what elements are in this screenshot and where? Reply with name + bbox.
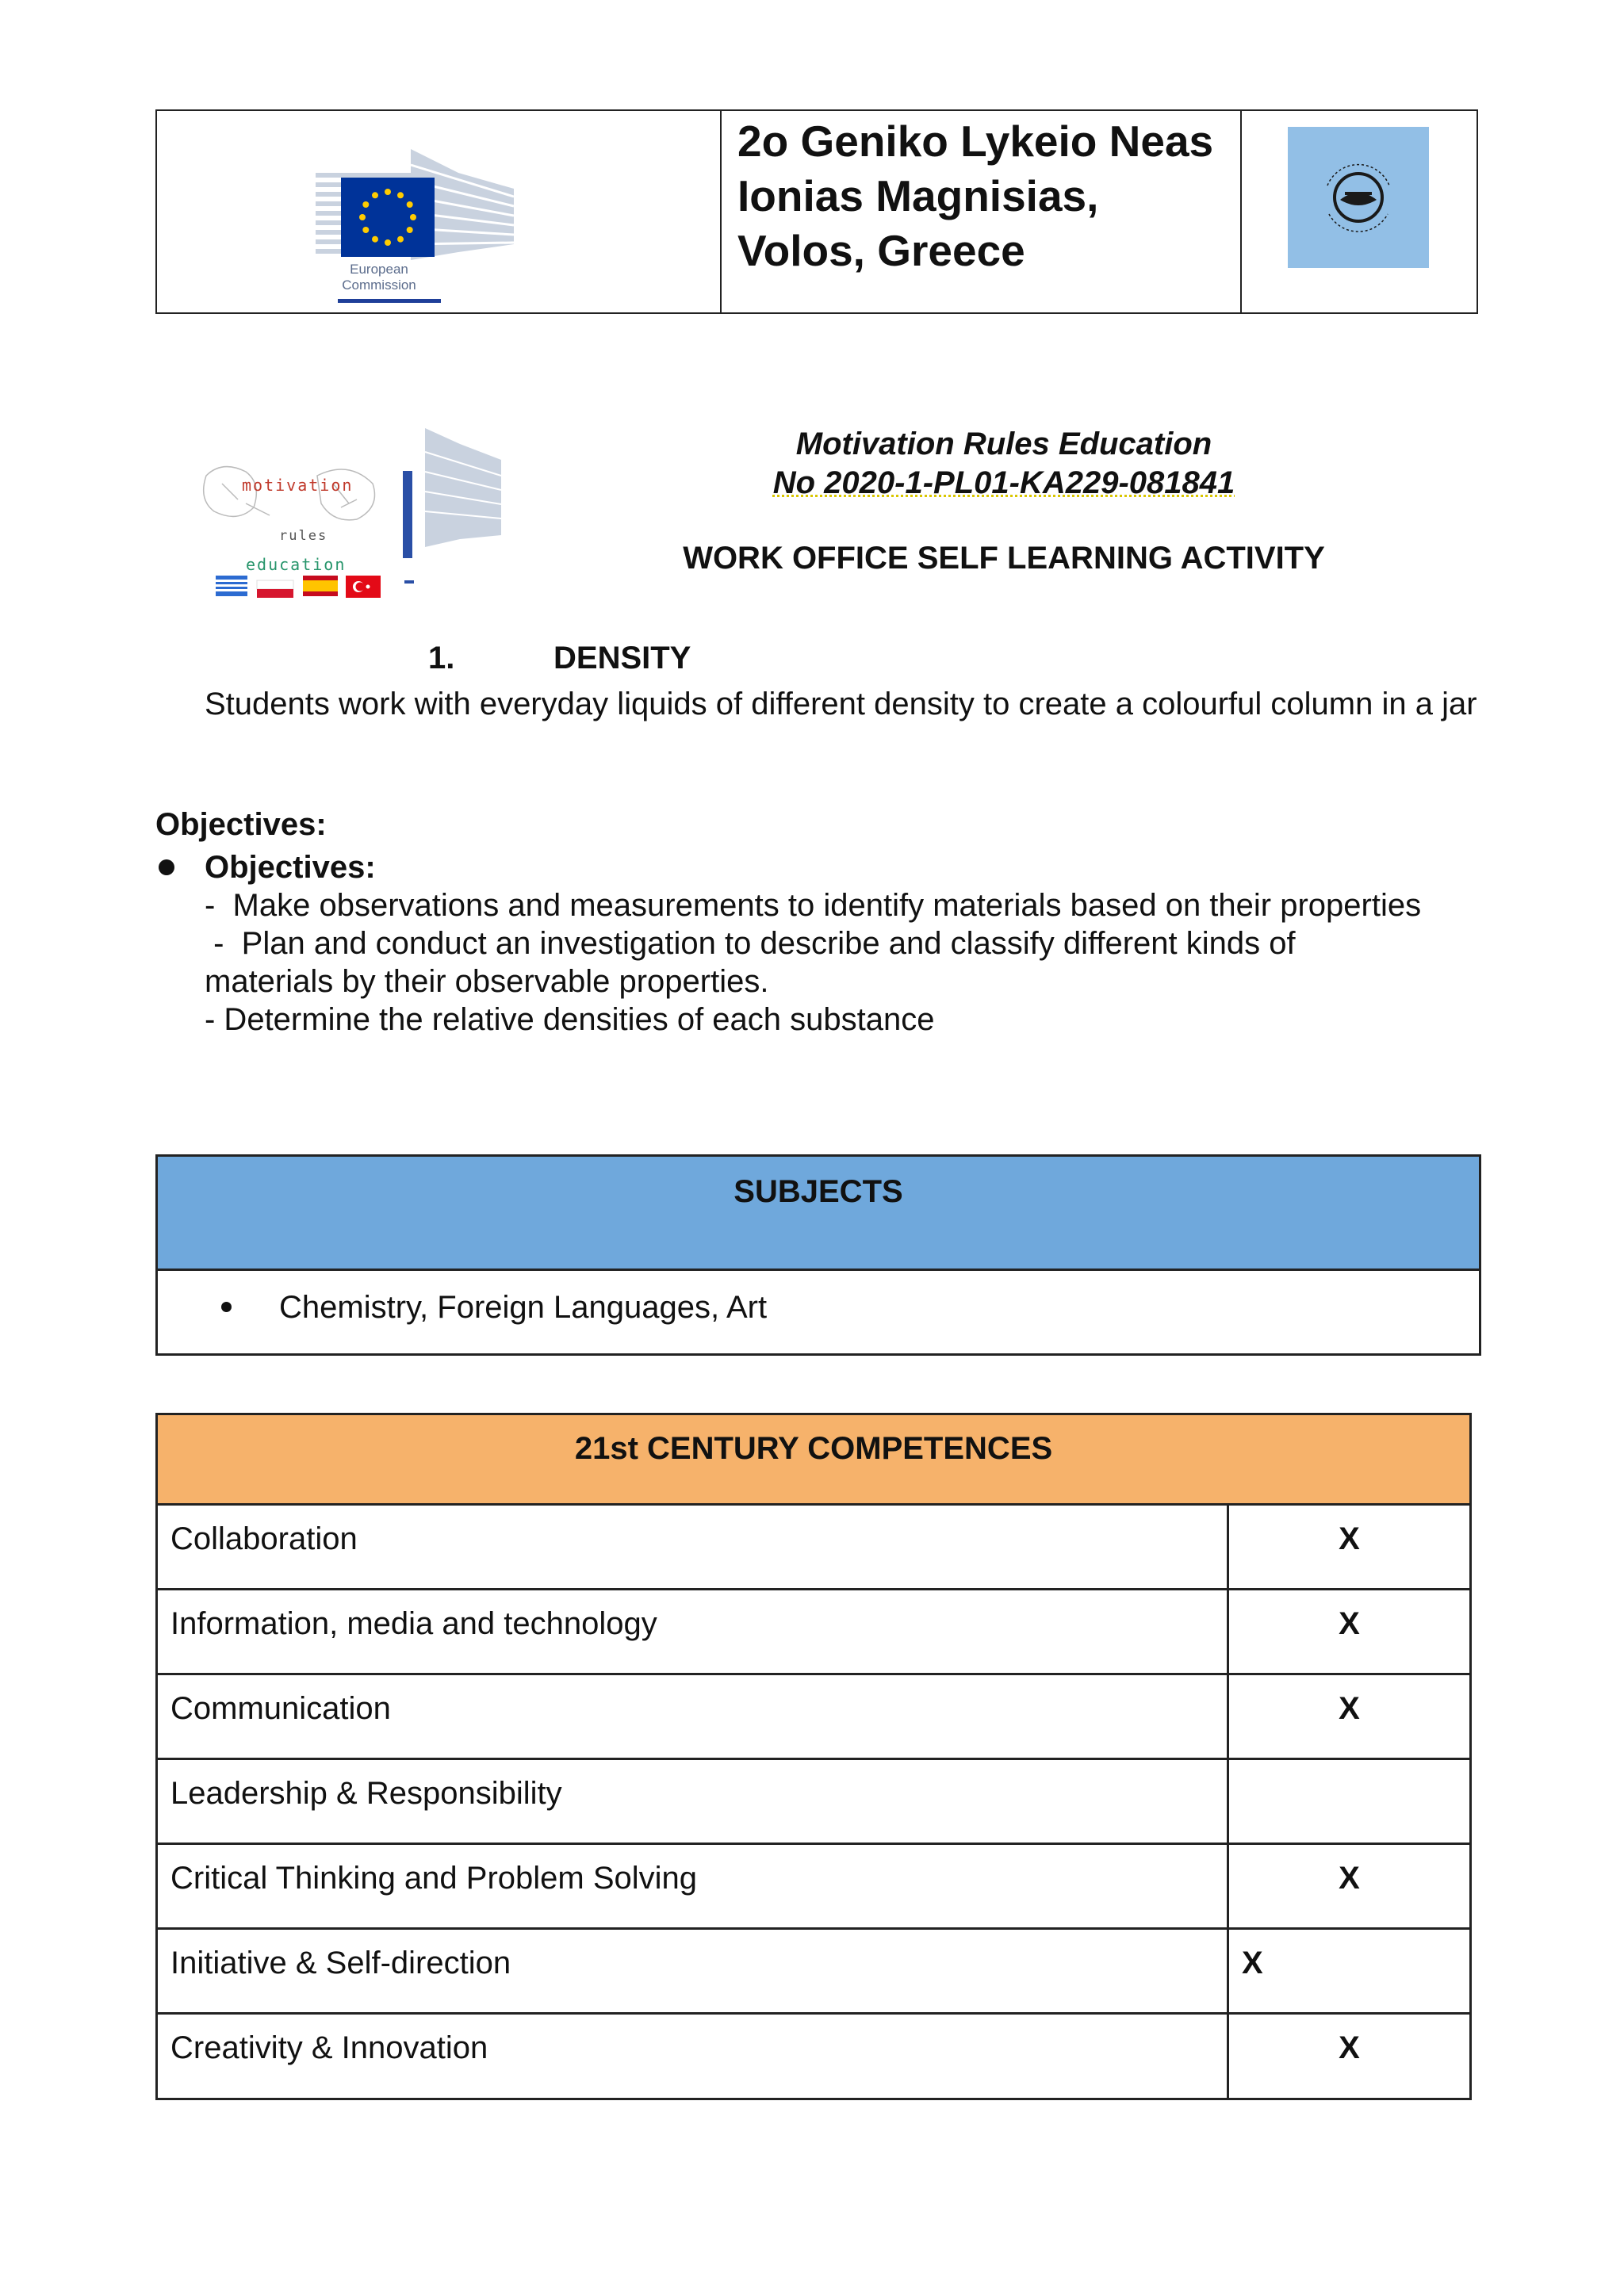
competence-name: Communication bbox=[158, 1675, 1229, 1758]
table-row bbox=[158, 1845, 1469, 1930]
eu-star-icon bbox=[359, 214, 366, 220]
section-heading bbox=[428, 641, 691, 676]
school-logo bbox=[1288, 127, 1429, 268]
competence-name: Creativity & Innovation bbox=[158, 2015, 1229, 2098]
competences-header: 21st CENTURY COMPETENCES bbox=[158, 1415, 1469, 1506]
eu-star-icon bbox=[362, 227, 369, 233]
objective-item: - Determine the relative densities of each substance bbox=[205, 1002, 935, 1037]
table-row bbox=[158, 1760, 1469, 1845]
eu-star-icon bbox=[407, 201, 413, 208]
subjects-table bbox=[155, 1154, 1481, 1356]
eu-star-icon bbox=[407, 227, 413, 233]
eu-logo-underline bbox=[338, 299, 441, 303]
competence-mark: X bbox=[1339, 1861, 1360, 1896]
project-logo-graphic bbox=[190, 428, 508, 610]
bullet-icon bbox=[221, 1302, 232, 1312]
subjects-list: Chemistry, Foreign Languages, Art bbox=[279, 1290, 768, 1325]
project-logo bbox=[190, 428, 508, 610]
section-title: DENSITY bbox=[553, 641, 691, 675]
competence-mark: X bbox=[1339, 2030, 1360, 2065]
section-description: Students work with everyday liquids of different density to create a colourful column in a jar bbox=[205, 687, 1477, 721]
competence-mark: X bbox=[1339, 1691, 1360, 1726]
poland-flag-icon bbox=[257, 580, 293, 598]
objective-item: - Plan and conduct an investigation to describe and classify different kinds of bbox=[205, 926, 1296, 961]
competences-table bbox=[155, 1413, 1472, 2100]
table-row bbox=[158, 1930, 1469, 2015]
competence-name: Information, media and technology bbox=[158, 1590, 1229, 1673]
competence-name: Initiative & Self-direction bbox=[158, 1930, 1229, 2012]
project-title-block bbox=[663, 425, 1345, 503]
logo-word-rules: rules bbox=[279, 528, 328, 544]
eu-star-icon bbox=[372, 236, 378, 243]
eu-star-icon bbox=[372, 192, 378, 198]
project-title: Motivation Rules Education bbox=[795, 427, 1212, 461]
section-number: 1. bbox=[428, 641, 455, 675]
bullet-icon bbox=[159, 859, 174, 875]
eu-star-icon bbox=[385, 189, 391, 195]
competence-mark: X bbox=[1339, 1606, 1360, 1641]
competence-mark: X bbox=[1242, 1946, 1263, 1980]
competence-mark bbox=[1229, 1760, 1469, 1843]
table-row bbox=[158, 1506, 1469, 1590]
logo-word-motivation: motivation bbox=[242, 476, 354, 495]
subjects-body bbox=[158, 1271, 1479, 1353]
eu-logo-caption: European Commission bbox=[342, 262, 416, 293]
header-table bbox=[155, 109, 1478, 314]
objectives-list bbox=[205, 886, 1489, 1039]
objective-item: materials by their observable properties. bbox=[205, 964, 769, 999]
school-emblem-icon bbox=[1315, 154, 1402, 241]
eu-star-icon bbox=[385, 239, 391, 246]
turkey-flag-icon bbox=[346, 576, 381, 598]
school-logo-cell bbox=[1242, 111, 1477, 312]
activity-title: WORK OFFICE SELF LEARNING ACTIVITY bbox=[683, 541, 1325, 576]
table-row bbox=[158, 2015, 1469, 2098]
objectives-bullet-label: Objectives: bbox=[205, 850, 376, 885]
eu-star-icon bbox=[410, 214, 416, 220]
school-name: 2o Geniko Lykeio Neas Ionias Magnisias, Volos, Greece bbox=[737, 117, 1214, 275]
logo-word-education: education bbox=[246, 555, 347, 574]
competence-mark: X bbox=[1339, 1521, 1360, 1556]
eu-star-icon bbox=[362, 201, 369, 208]
objective-item: - Make observations and measurements to identify materials based on their properties bbox=[205, 888, 1422, 923]
table-row bbox=[158, 1590, 1469, 1675]
competence-name: Critical Thinking and Problem Solving bbox=[158, 1845, 1229, 1927]
school-name-cell bbox=[722, 111, 1242, 312]
competence-name: Collaboration bbox=[158, 1506, 1229, 1588]
subjects-header: SUBJECTS bbox=[158, 1157, 1479, 1271]
eu-star-icon bbox=[397, 192, 404, 198]
competence-name: Leadership & Responsibility bbox=[158, 1760, 1229, 1843]
objectives-label: Objectives: bbox=[155, 807, 327, 842]
objectives-bullet bbox=[155, 850, 376, 886]
project-number: No 2020-1-PL01-KA229-081841 bbox=[772, 465, 1235, 500]
eu-star-icon bbox=[397, 236, 404, 243]
greece-flag-icon bbox=[216, 576, 247, 596]
spain-flag-icon bbox=[303, 576, 338, 596]
table-row bbox=[158, 1675, 1469, 1760]
eu-logo-cell bbox=[157, 111, 722, 312]
